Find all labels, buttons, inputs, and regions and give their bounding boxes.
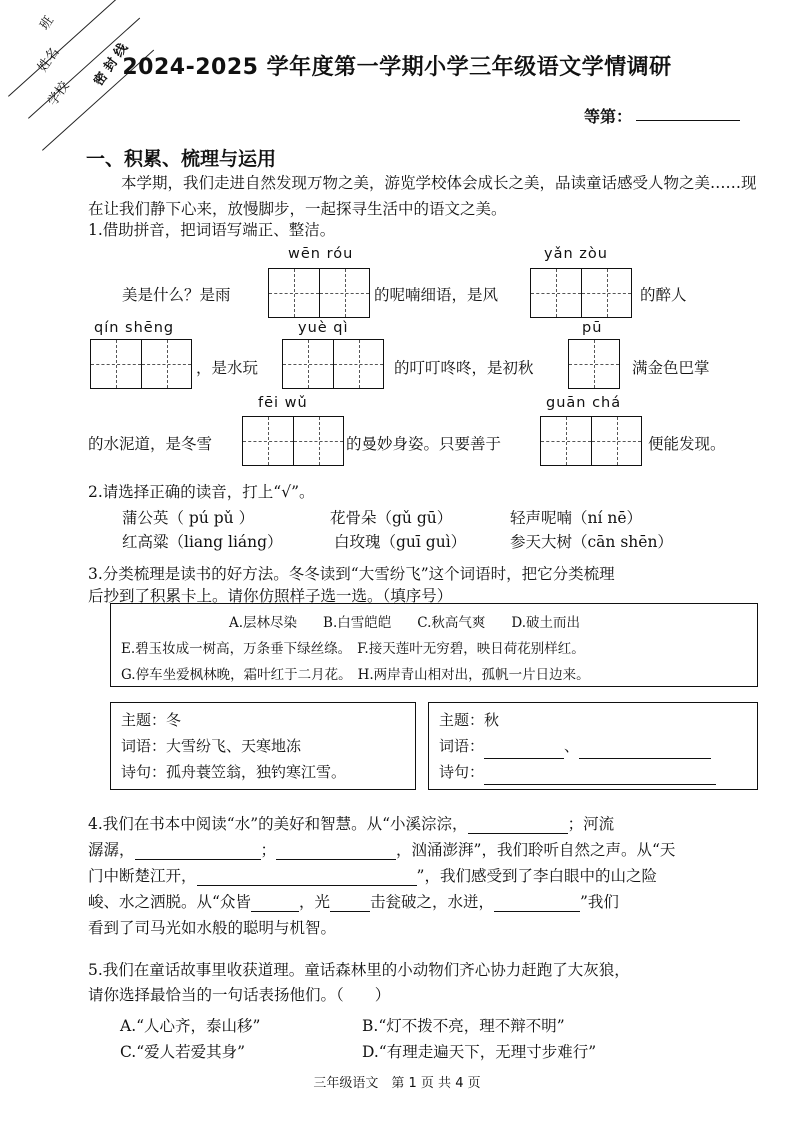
pinyin-yueqi: yuè qì (298, 320, 349, 336)
q2-item[interactable]: 白玫瑰（guī guì） (334, 533, 467, 551)
q2-row-2 (122, 530, 673, 552)
q4-line-2 (88, 838, 675, 860)
q1-text: 的叮叮咚咚，是初秋 (394, 359, 534, 377)
q3-prompt-line1: 3.分类梳理是读书的好方法。冬冬读到“大雪纷飞”这个词语时，把它分类梳理 (88, 565, 615, 583)
q4-line-4 (88, 890, 619, 912)
seal-line-text: 密 封 线 (91, 40, 132, 89)
binding-label-class: 班 (37, 13, 58, 33)
q1-text: 的水泥道，是冬雪 (88, 435, 213, 453)
q4-line-5: 看到了司马光如水般的聪明与机智。 (88, 919, 337, 937)
q3-option: B.白雪皑皑 (323, 615, 392, 631)
card-words-row (439, 733, 747, 759)
exam-title: 2024-2025 学年度第一学期小学三年级语文学情调研 (122, 55, 672, 80)
q5-option-d[interactable]: D.“有理走遍天下，无理寸步难行” (362, 1043, 597, 1061)
q4-text: 击瓮破之，水迸， (369, 893, 494, 911)
q3-option: E.碧玉妆成一树高，万条垂下绿丝绦。 (121, 641, 352, 657)
words-separator: 、 (564, 737, 580, 755)
q4-blank-2[interactable] (135, 841, 261, 860)
card-theme: 主题：冬 (121, 711, 182, 729)
q3-prompt-line2: 后抄到了积累卡上。请你仿照样子选一选。（填序号） (88, 587, 453, 605)
pinyin-wenrou: wēn róu (288, 246, 354, 262)
accumulation-card-winter (110, 702, 416, 790)
q1-text: 的曼妙身姿。只要善于 (346, 435, 502, 453)
writing-box-qinsheng[interactable] (90, 339, 192, 389)
q1-text: 的醉人 (640, 286, 687, 304)
q4-line-1 (88, 812, 614, 834)
grade-label: 等第： (584, 107, 633, 126)
pinyin-guancha: guān chá (546, 395, 622, 411)
q1-text: 便能发现。 (648, 435, 726, 453)
binding-label-name: 姓名 (35, 44, 63, 75)
q4-text: ，光 (298, 893, 330, 911)
writing-box-yueqi[interactable] (282, 339, 384, 389)
q2-item[interactable]: 参天大树（cān shēn） (510, 533, 673, 551)
q1-text: ，是水玩 (196, 359, 259, 377)
q2-prompt: 2.请选择正确的读音，打上“√”。 (88, 483, 315, 501)
card-poem-label: 诗句： (439, 763, 485, 781)
q5-option-c[interactable]: C.“爱人若爱其身” (120, 1043, 246, 1061)
q4-blank-1[interactable] (468, 815, 568, 834)
q4-text: ”，我们感受到了李白眼中的山之险 (416, 867, 657, 885)
q3-option: F.接天莲叶无穷碧，映日荷花别样红。 (357, 641, 585, 657)
grade-blank[interactable] (636, 120, 740, 121)
card-poem: 诗句：孤舟蓑笠翁，独钓寒江雪。 (121, 763, 347, 781)
q2-item[interactable]: 红高粱（liang liáng） (122, 533, 283, 551)
q4-blank-3[interactable] (276, 841, 396, 860)
q2-item[interactable]: 轻声呢喃（ní nē） (510, 509, 643, 527)
q1-prompt: 1.借助拼音，把词语写端正、整洁。 (88, 221, 336, 239)
pinyin-feiwu: fēi wǔ (258, 395, 308, 411)
q4-text: ”我们 (579, 893, 619, 911)
accumulation-card-autumn (428, 702, 758, 790)
q3-option: A.层林尽染 (229, 615, 298, 631)
q4-text: 潺潺， (88, 841, 135, 859)
pinyin-yanzou: yǎn zòu (544, 246, 608, 262)
q2-item[interactable]: 花骨朵（gǔ gū） (330, 509, 453, 527)
card-words-label: 词语： (439, 737, 485, 755)
q5-option-b[interactable]: B.“灯不拨不亮，理不辩不明” (362, 1017, 565, 1035)
q4-line-3 (88, 864, 657, 886)
q2-row-1 (122, 506, 642, 528)
q4-blank-6[interactable] (330, 893, 370, 912)
q5-line-1: 5.我们在童话故事里收获道理。童话森林里的小动物们齐心协力赶跑了大灰狼， (88, 961, 630, 979)
q1-text: 的呢喃细语，是风 (374, 286, 499, 304)
writing-box-feiwu[interactable] (242, 416, 344, 466)
q2-item[interactable]: 蒲公英（ pú pǔ ） (122, 509, 255, 527)
q4-text: 门中断楚江开， (88, 867, 197, 885)
page-footer: 三年级语文 第 1 页 共 4 页 (313, 1076, 481, 1091)
writing-box-wenrou[interactable] (268, 268, 370, 318)
section-heading: 一、积累、梳理与运用 (86, 148, 277, 170)
q4-blank-5[interactable] (251, 893, 299, 912)
writing-box-guancha[interactable] (540, 416, 642, 466)
q4-text: 峻、水之洒脱。从“众皆 (88, 893, 251, 911)
poem-blank[interactable] (484, 766, 716, 785)
q4-text: ，汹涌澎湃”，我们聆听自然之声。从“天 (396, 841, 676, 859)
q3-option: G.停车坐爱枫林晚，霜叶红于二月花。 (121, 667, 352, 683)
q5-line-2: 请你选择最恰当的一句话表扬他们。（ ） (88, 986, 391, 1004)
section-intro: 本学期，我们走进自然发现万物之美，游览学校体会成长之美，品读童话感受人物之美……现在让我们静下心来，放慢脚步，一起探寻生活中的语文之美。 (88, 174, 757, 218)
card-poem-row (439, 759, 747, 785)
q5-option-a[interactable]: A.“人心齐，泰山移” (120, 1017, 261, 1035)
binding-label-school: 学校 (45, 78, 73, 109)
q4-text: 4.我们在书本中阅读“水”的美好和智慧。从“小溪淙淙， (88, 815, 468, 833)
words-blank-2[interactable] (579, 740, 711, 759)
q4-text: ；河流 (567, 815, 615, 833)
q3-option: D.破土而出 (511, 615, 581, 631)
pinyin-pu: pū (582, 320, 603, 336)
words-blank-1[interactable] (484, 740, 564, 759)
q1-text: 美是什么？是雨 (122, 286, 231, 304)
writing-box-pu[interactable] (568, 339, 620, 389)
q4-blank-7[interactable] (494, 893, 580, 912)
q4-text: ； (260, 841, 277, 859)
card-theme: 主题：秋 (439, 711, 500, 729)
card-words: 词语：大雪纷飞、天寒地冻 (121, 737, 302, 755)
pinyin-qinsheng: qín shēng (94, 320, 175, 336)
writing-box-yanzou[interactable] (530, 268, 632, 318)
q1-text: 满金色巴掌 (632, 359, 710, 377)
q4-blank-4[interactable] (197, 867, 417, 886)
q3-option: C.秋高气爽 (417, 615, 486, 631)
q3-option: H.两岸青山相对出，孤帆一片日边来。 (357, 667, 590, 683)
q3-options-box (110, 603, 758, 687)
